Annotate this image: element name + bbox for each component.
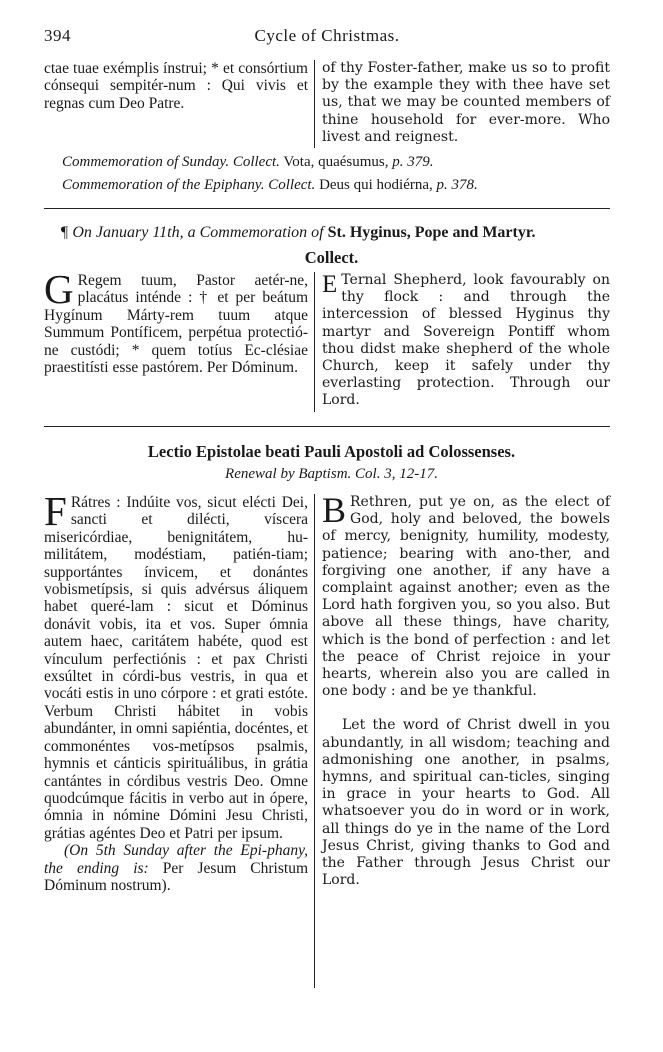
- rubric-hyginus: ¶ On January 11th, a Commemoration of St. Hyginus, Pope and Martyr.: [60, 224, 536, 241]
- epistle-latin-note: (On 5th Sunday after the Epi-phany, the ending is: Per Jesum Christum Dóminum nostrum).: [44, 842, 308, 894]
- top-english-text: of thy Foster-father, make us so to profit by the example they with thee have set us, that we may be counted members of thine household for ever-more. Who livest and reignest.: [322, 60, 610, 145]
- section-rule: [44, 208, 610, 209]
- running-title: Cycle of Christmas.: [254, 26, 400, 45]
- page-number: 394: [44, 26, 71, 45]
- column-divider: [314, 494, 315, 988]
- drop-cap-g: G: [44, 266, 74, 312]
- column-divider: [314, 60, 315, 148]
- drop-cap-f: F: [44, 488, 67, 534]
- collect-columns: [44, 266, 610, 412]
- drop-cap-b: B: [322, 490, 347, 530]
- epistle-latin: F Rátres : Indúite vos, sicut elécti Dei, sancti et dilécti, víscera misericórdiae, benignitátem, hu-militátem, modéstiam, patién-tiam; supportántes ínvicem, et donántes vobismetípsis, si quis advérsus áliquem habet queré-lam : sicut et Dóminus donávit vobis, ita et vos. Super ómnia autem haec, caritátem habéte, quod est vínculum perfectiónis : et pax Christi exsúltet in córdi-bus vestris, in qua et vocáti estis in uno córpore : et grati estóte. Verbum Christi hábitet in vobis abundánter, in omni sapiéntia, docéntes, et commonéntes vos-metípsos psalmis, hymnis et cánticis spirituálibus, in grátia cantántes in córdibus vestris Deo. Omne quodcúmque fácitis in verbo aut in ópere, ómnia in nómine Dómini Jesu Christi, grátias agéntes Deo et Patri per ipsum. (On 5th Sunday after the Epi-phany, the ending is: Per Jesum Christum Dóminum nostrum).: [44, 488, 308, 894]
- section-rule: [44, 426, 610, 427]
- epistle-english: [322, 490, 610, 889]
- collect-latin: G Regem tuum, Pastor aetér-ne, placátus inténde : † et per beátum Hygínum Márty-rem tuum atque Summum Pontíficem, perpétua protectió-ne custódi; * quem totíus Ec-clésiae praestitísti esse pastórem. Per Dóminum.: [44, 266, 308, 377]
- epistle-heading: Lectio Epistolae beati Pauli Apostoli ad Colossenses.: [147, 442, 516, 461]
- commemoration-epiphany: Commemoration of the Epiphany. Collect. Deus qui hodiérna, p. 378.: [62, 177, 478, 193]
- collect-heading: Collect.: [304, 248, 359, 267]
- running-header: [44, 26, 610, 48]
- drop-cap-e: E: [322, 271, 338, 298]
- column-divider: [314, 272, 315, 412]
- top-continuation: [44, 60, 610, 150]
- commemoration-sunday: Commemoration of Sunday. Collect. Vota, quaésumus, p. 379.: [62, 154, 434, 170]
- top-latin-text: ctae tuae exémplis ínstrui; * et consórtium cónsequi sempitér-num : Qui vivis et regnas cum Deo Patre.: [44, 60, 308, 112]
- epistle-english-para-1: B Rethren, put ye on, as the elect of God, holy and beloved, the bowels of mercy, benignity, humility, modesty, patience; bearing with ano-ther, and forgiving one another, if any have a complaint against another; even as the Lord hath forgiven you, so you also. But above all these things, have charity, which is the bond of perfection : and let the peace of Christ rejoice in your hearts, wherein also you are called in one body : and be ye thankful.: [322, 490, 610, 700]
- epistle-subheading: Renewal by Baptism. Col. 3, 12-17.: [225, 466, 438, 482]
- epistle-columns: [44, 488, 610, 988]
- collect-english: E Ternal Shepherd, look favourably on thy flock : and through the intercession of blessed Hyginus thy martyr and Sovereign Pontiff whom thou didst make shepherd of the whole Church, keep it safely under thy everlasting protection. Through our Lord.: [322, 271, 610, 409]
- epistle-english-para-2: Let the word of Christ dwell in you abundantly, in all wisdom; teaching and admonishing one another, in psalms, hymns, and spiritual can-ticles, singing in grace in your hearts to God. All whatsoever you do in word or in work, all things do ye in the name of the Lord Jesus Christ, giving thanks to God and the Father through Jesus Christ our Lord.: [322, 717, 610, 889]
